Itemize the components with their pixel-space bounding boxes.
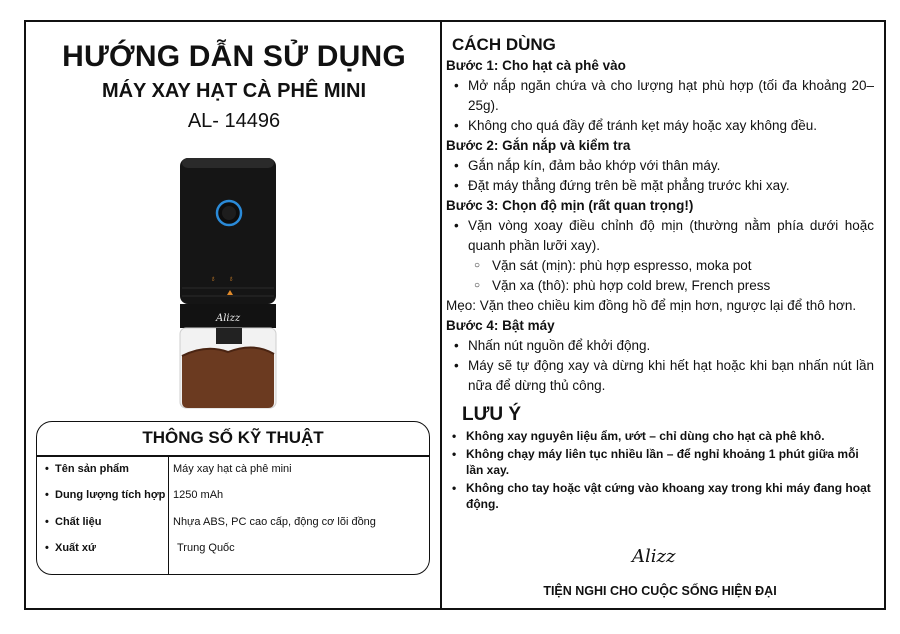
step-bullet: • Đặt máy thẳng đứng trên bề mặt phẳng trước khi xay.	[446, 176, 874, 196]
coffee-grinder-image	[176, 156, 280, 412]
step-heading: Bước 2: Gắn nắp và kiểm tra	[446, 138, 631, 153]
step-sub-bullet: ○ Vặn sát (mịn): phù hợp espresso, moka pot	[446, 256, 874, 276]
product-subtitle: MÁY XAY HẠT CÀ PHÊ MINI	[101, 80, 367, 102]
note-item: • Không chạy máy liên tục nhiều lần – để nghỉ khoảng 1 phút giữa mỗi lần xay.	[446, 446, 874, 478]
spec-value: Nhựa ABS, PC cao cấp, động cơ lõi đồng	[173, 516, 376, 528]
step-heading: Bước 1: Cho hạt cà phê vào	[446, 58, 626, 73]
column-divider	[440, 20, 442, 610]
spec-key: Chất liệu	[55, 516, 102, 528]
footer-slogan: TIỆN NGHI CHO CUỘC SỐNG HIỆN ĐẠI	[543, 584, 777, 598]
spec-row: • Dung lượng tích hợp 1250 mAh	[45, 489, 224, 501]
spec-row: • Tên sản phẩm Máy xay hạt cà phê mini	[45, 463, 292, 475]
step-heading: Bước 4: Bật máy	[446, 318, 555, 333]
spec-title: THÔNG SỐ KỸ THUẬT	[142, 428, 324, 447]
tip-text: Mẹo: Vặn theo chiều kim đồng hồ để mịn hơn, ngược lại để thô hơn.	[446, 298, 857, 313]
product-brand-logo: Alizz	[216, 313, 241, 324]
brand-logo: Alizz	[632, 546, 676, 567]
step-heading: Bước 3: Chọn độ mịn (rất quan trọng!)	[446, 198, 694, 213]
spec-value: Trung Quốc	[177, 542, 235, 554]
step-bullet: • Mở nắp ngăn chứa và cho lượng hạt phù hợp (tối đa khoảng 20–25g).	[446, 76, 874, 116]
spec-row: • Xuất xứ Trung Quốc	[45, 542, 235, 554]
notes-heading: LƯU Ý	[462, 404, 522, 425]
spec-key: Tên sản phẩm	[55, 463, 129, 475]
step-sub-bullet: ○ Vặn xa (thô): phù hợp cold brew, French press	[446, 276, 874, 296]
spec-value: Máy xay hạt cà phê mini	[173, 463, 292, 475]
step-bullet: • Máy sẽ tự động xay và dừng khi hết hạt hoặc khi bạn nhấn nút lần nữa để dừng thủ công.	[446, 356, 874, 396]
spec-header-divider	[37, 455, 429, 457]
step-bullet: • Vặn vòng xoay điều chỉnh độ mịn (thường nằm phía dưới hoặc quanh phần lưỡi xay).	[446, 216, 874, 256]
step-bullet: • Không cho quá đầy để tránh kẹt máy hoặc xay không đều.	[446, 116, 874, 136]
spec-key: Xuất xứ	[55, 542, 96, 554]
instructions-column	[446, 34, 874, 514]
note-item: • Không cho tay hoặc vật cứng vào khoang xay trong khi máy đang hoạt động.	[446, 480, 874, 512]
spec-table	[36, 421, 430, 575]
page-title: HƯỚNG DẪN SỬ DỤNG	[62, 40, 406, 73]
svg-text:♁: ♁	[210, 274, 216, 283]
spec-row: • Chất liệu Nhựa ABS, PC cao cấp, động cơ lõi đồng	[45, 516, 376, 528]
step-bullet: • Gắn nắp kín, đảm bảo khớp với thân máy.	[446, 156, 874, 176]
step-bullet: • Nhấn nút nguồn để khởi động.	[446, 336, 874, 356]
note-item: • Không xay nguyên liệu ẩm, ướt – chỉ dùng cho hạt cà phê khô.	[446, 428, 874, 444]
spec-value: 1250 mAh	[173, 489, 224, 501]
svg-text:♁: ♁	[228, 274, 234, 283]
usage-heading: CÁCH DÙNG	[452, 35, 556, 54]
spec-key: Dung lượng tích hợp	[55, 489, 166, 501]
model-number: AL- 14496	[187, 110, 281, 132]
